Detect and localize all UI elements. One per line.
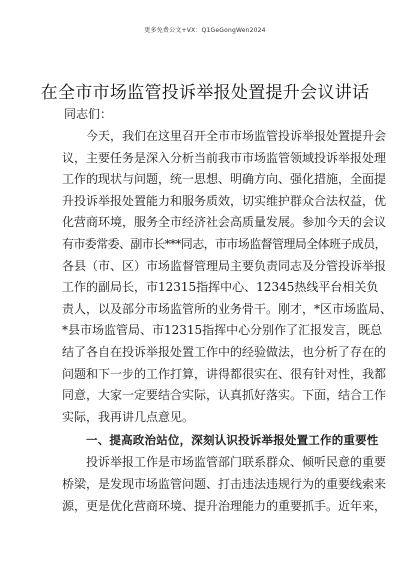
- watermark-header: 更多免费公文+VX：Q1GeGongWen2024: [144, 27, 266, 34]
- text-line: 今天，我们在这里召开全市市场监管投诉举报处置提升会: [86, 129, 387, 143]
- paragraph-section-1: [62, 452, 387, 517]
- text-line: 投诉举报工作是市场监管部门联系群众、倾听民意的重要: [86, 455, 387, 470]
- paragraph-intro: [62, 126, 393, 428]
- text-line: 化营商环境，服务全市经济社会高质量发展。参加今天的会议: [62, 215, 387, 230]
- text-line: 有市委常委、副市长***同志，市市场监督管理局全体班子成员，: [62, 236, 387, 251]
- text-line: 工作的副局长，市12315指挥中心、12345热线平台相关负: [62, 280, 379, 295]
- section-heading-1: 一、提高政治站位，深刻认识投诉举报处置工作的重要性: [86, 433, 379, 448]
- document-body: [62, 102, 393, 517]
- text-line: 升投诉举报处置能力和服务质效，切实维护群众合法权益，优: [62, 193, 387, 208]
- text-line: *县市场监管局、市12315指挥中心分别作了汇报发言，既总: [62, 323, 383, 338]
- text-line: 工作的现状与问题，统一思想、明确方向、强化措施，全面提: [62, 172, 387, 187]
- text-line: 实际，我再讲几点意见。: [62, 409, 195, 424]
- text-line: 结了各自在投诉举报处置工作中的经验做法，也分析了存在的: [62, 344, 387, 359]
- text-line: 责人，以及部分市场监管所的业务骨干。刚才，*区市场监局、: [62, 301, 393, 316]
- text-line: 源，更是优化营商环境、提升治理能力的重要抓手。近年来，: [62, 498, 387, 513]
- text-line: 问题和下一步的工作打算，讲得都很实在、很有针对性，我都: [62, 366, 387, 381]
- text-line: 议，主要任务是深入分析当前我市市场监管领域投诉举报处理: [62, 150, 387, 165]
- text-line: 桥梁，是发现市场监管问题、打击违法违规行为的重要线索来: [62, 476, 387, 491]
- salutation: 同志们：: [64, 107, 113, 121]
- document-title: 在全市市场监管投诉举报处置提升会议讲话: [40, 83, 370, 103]
- text-line: 同意，大家一定要结合实际，认真抓好落实。下面，结合工作: [62, 388, 387, 403]
- text-line: 各县（市、区）市场监督管理局主要负责同志及分管投诉举报: [62, 258, 387, 273]
